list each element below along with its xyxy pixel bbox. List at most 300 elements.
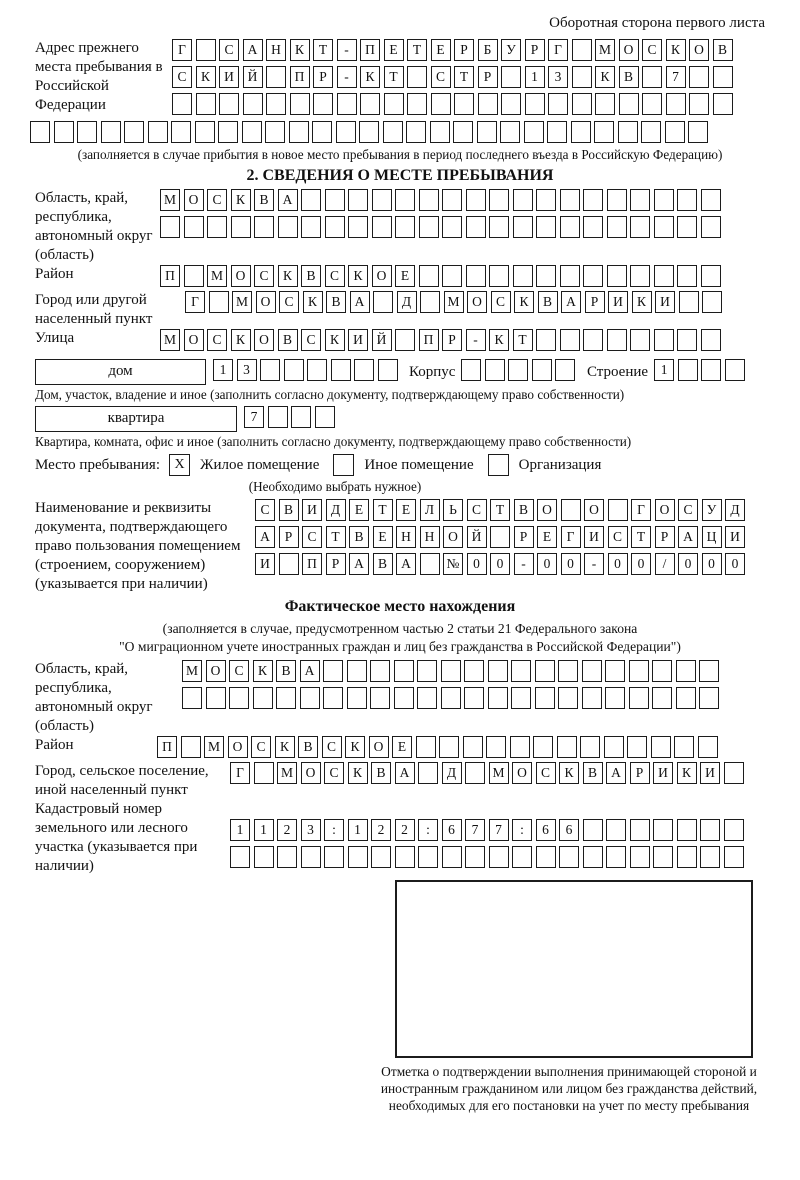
char-cell[interactable]: К	[290, 39, 310, 61]
char-cell[interactable]	[605, 687, 625, 709]
char-cell[interactable]	[583, 846, 603, 868]
char-cell[interactable]: Е	[373, 526, 393, 548]
char-cell[interactable]	[701, 265, 721, 287]
char-cell[interactable]: А	[561, 291, 581, 313]
char-cell[interactable]	[489, 216, 509, 238]
char-cell[interactable]	[465, 846, 485, 868]
char-cell[interactable]: Г	[172, 39, 192, 61]
char-cell[interactable]: 0	[608, 553, 628, 575]
char-cell[interactable]: С	[279, 291, 299, 313]
char-cell[interactable]	[629, 660, 649, 682]
char-cell[interactable]	[417, 660, 437, 682]
char-cell[interactable]: А	[678, 526, 698, 548]
char-cell[interactable]: Й	[372, 329, 392, 351]
char-cell[interactable]: Н	[266, 39, 286, 61]
char-cell[interactable]	[371, 846, 391, 868]
char-cell[interactable]	[501, 93, 521, 115]
char-cell[interactable]: К	[231, 329, 251, 351]
char-cell[interactable]: К	[559, 762, 579, 784]
char-cell[interactable]: О	[228, 736, 248, 758]
char-cell[interactable]	[583, 329, 603, 351]
char-cell[interactable]	[654, 189, 674, 211]
char-cell[interactable]	[619, 93, 639, 115]
char-cell[interactable]	[561, 499, 581, 521]
char-cell[interactable]: Р	[585, 291, 605, 313]
char-cell[interactable]	[464, 660, 484, 682]
char-cell[interactable]: Ь	[443, 499, 463, 521]
char-cell[interactable]: Р	[313, 66, 333, 88]
char-cell[interactable]: О	[443, 526, 463, 548]
char-cell[interactable]: В	[538, 291, 558, 313]
char-cell[interactable]: Н	[396, 526, 416, 548]
char-cell[interactable]	[300, 687, 320, 709]
char-cell[interactable]	[555, 359, 575, 381]
char-cell[interactable]: М	[232, 291, 252, 313]
char-cell[interactable]: 0	[537, 553, 557, 575]
char-cell[interactable]	[580, 736, 600, 758]
char-cell[interactable]	[373, 291, 393, 313]
char-cell[interactable]: М	[182, 660, 202, 682]
char-cell[interactable]	[698, 736, 718, 758]
char-cell[interactable]	[466, 216, 486, 238]
char-cell[interactable]	[606, 846, 626, 868]
char-cell[interactable]: С	[302, 526, 322, 548]
char-cell[interactable]	[420, 291, 440, 313]
char-cell[interactable]	[453, 121, 473, 143]
char-cell[interactable]: В	[326, 291, 346, 313]
char-cell[interactable]: Т	[326, 526, 346, 548]
char-cell[interactable]: К	[632, 291, 652, 313]
char-cell[interactable]: К	[231, 189, 251, 211]
char-cell[interactable]	[360, 93, 380, 115]
char-cell[interactable]: Е	[395, 265, 415, 287]
char-cell[interactable]: 3	[548, 66, 568, 88]
char-cell[interactable]: Д	[725, 499, 745, 521]
char-cell[interactable]	[651, 736, 671, 758]
char-cell[interactable]: 7	[465, 819, 485, 841]
char-cell[interactable]: У	[501, 39, 521, 61]
char-cell[interactable]	[688, 121, 708, 143]
char-cell[interactable]	[383, 121, 403, 143]
char-cell[interactable]	[652, 687, 672, 709]
char-cell[interactable]	[465, 762, 485, 784]
char-cell[interactable]	[513, 216, 533, 238]
char-cell[interactable]	[560, 329, 580, 351]
char-cell[interactable]	[291, 406, 311, 428]
char-cell[interactable]: И	[653, 762, 673, 784]
char-cell[interactable]: Д	[442, 762, 462, 784]
char-cell[interactable]	[524, 121, 544, 143]
char-cell[interactable]	[253, 687, 273, 709]
char-cell[interactable]	[312, 121, 332, 143]
char-cell[interactable]	[184, 265, 204, 287]
char-cell[interactable]: Р	[454, 39, 474, 61]
char-cell[interactable]	[323, 687, 343, 709]
char-cell[interactable]	[558, 660, 578, 682]
char-cell[interactable]	[560, 216, 580, 238]
char-cell[interactable]	[583, 216, 603, 238]
char-cell[interactable]	[676, 660, 696, 682]
char-cell[interactable]	[323, 660, 343, 682]
char-cell[interactable]	[395, 846, 415, 868]
char-cell[interactable]: К	[325, 329, 345, 351]
char-cell[interactable]	[348, 189, 368, 211]
char-cell[interactable]: О	[369, 736, 389, 758]
char-cell[interactable]: Е	[396, 499, 416, 521]
char-cell[interactable]	[582, 660, 602, 682]
char-cell[interactable]: О	[619, 39, 639, 61]
char-cell[interactable]: К	[303, 291, 323, 313]
char-cell[interactable]: С	[431, 66, 451, 88]
char-cell[interactable]	[196, 93, 216, 115]
char-cell[interactable]	[699, 687, 719, 709]
char-cell[interactable]	[532, 359, 552, 381]
char-cell[interactable]: 1	[213, 359, 233, 381]
char-cell[interactable]: О	[537, 499, 557, 521]
char-cell[interactable]	[416, 736, 436, 758]
char-cell[interactable]: С	[642, 39, 662, 61]
char-cell[interactable]	[641, 121, 661, 143]
char-cell[interactable]	[266, 93, 286, 115]
char-cell[interactable]: Е	[431, 39, 451, 61]
char-cell[interactable]	[372, 216, 392, 238]
char-cell[interactable]: В	[713, 39, 733, 61]
char-cell[interactable]	[394, 660, 414, 682]
char-cell[interactable]: О	[231, 265, 251, 287]
char-cell[interactable]	[652, 660, 672, 682]
char-cell[interactable]: 7	[489, 819, 509, 841]
char-cell[interactable]	[268, 406, 288, 428]
char-cell[interactable]: 0	[702, 553, 722, 575]
char-cell[interactable]	[548, 93, 568, 115]
char-cell[interactable]: И	[725, 526, 745, 548]
char-cell[interactable]	[699, 660, 719, 682]
char-cell[interactable]: И	[608, 291, 628, 313]
char-cell[interactable]	[653, 846, 673, 868]
char-cell[interactable]: И	[255, 553, 275, 575]
char-cell[interactable]	[724, 762, 744, 784]
char-cell[interactable]	[618, 121, 638, 143]
char-cell[interactable]	[536, 189, 556, 211]
char-cell[interactable]: /	[655, 553, 675, 575]
char-cell[interactable]: Г	[561, 526, 581, 548]
char-cell[interactable]	[724, 819, 744, 841]
char-cell[interactable]	[677, 329, 697, 351]
char-cell[interactable]	[430, 121, 450, 143]
char-cell[interactable]	[266, 66, 286, 88]
char-cell[interactable]	[665, 121, 685, 143]
char-cell[interactable]: Д	[326, 499, 346, 521]
char-cell[interactable]: С	[219, 39, 239, 61]
char-cell[interactable]	[678, 359, 698, 381]
char-cell[interactable]	[406, 121, 426, 143]
char-cell[interactable]	[677, 216, 697, 238]
char-cell[interactable]	[689, 66, 709, 88]
char-cell[interactable]: А	[396, 553, 416, 575]
char-cell[interactable]	[461, 359, 481, 381]
char-cell[interactable]: С	[678, 499, 698, 521]
char-cell[interactable]	[572, 93, 592, 115]
char-cell[interactable]	[560, 265, 580, 287]
char-cell[interactable]	[466, 265, 486, 287]
char-cell[interactable]	[254, 762, 274, 784]
char-cell[interactable]	[290, 93, 310, 115]
char-cell[interactable]	[307, 359, 327, 381]
char-cell[interactable]: 6	[536, 819, 556, 841]
char-cell[interactable]: С	[467, 499, 487, 521]
char-cell[interactable]: У	[702, 499, 722, 521]
char-cell[interactable]: :	[512, 819, 532, 841]
char-cell[interactable]: С	[301, 329, 321, 351]
char-cell[interactable]: Р	[630, 762, 650, 784]
char-cell[interactable]: К	[489, 329, 509, 351]
char-cell[interactable]	[464, 687, 484, 709]
char-cell[interactable]	[171, 121, 191, 143]
char-cell[interactable]	[571, 121, 591, 143]
char-cell[interactable]: В	[278, 329, 298, 351]
char-cell[interactable]	[508, 359, 528, 381]
char-cell[interactable]	[535, 687, 555, 709]
char-cell[interactable]: Л	[420, 499, 440, 521]
char-cell[interactable]	[466, 189, 486, 211]
char-cell[interactable]	[490, 526, 510, 548]
char-cell[interactable]: 0	[561, 553, 581, 575]
char-cell[interactable]	[629, 687, 649, 709]
char-cell[interactable]	[101, 121, 121, 143]
char-cell[interactable]: Е	[392, 736, 412, 758]
apartment-type-box[interactable]: квартира	[35, 406, 237, 432]
char-cell[interactable]	[218, 121, 238, 143]
char-cell[interactable]	[701, 359, 721, 381]
char-cell[interactable]: Г	[230, 762, 250, 784]
char-cell[interactable]	[277, 846, 297, 868]
char-cell[interactable]	[485, 359, 505, 381]
char-cell[interactable]	[418, 846, 438, 868]
char-cell[interactable]: О	[184, 189, 204, 211]
char-cell[interactable]	[607, 216, 627, 238]
char-cell[interactable]	[536, 846, 556, 868]
char-cell[interactable]	[160, 216, 180, 238]
char-cell[interactable]: 0	[678, 553, 698, 575]
char-cell[interactable]	[572, 39, 592, 61]
char-cell[interactable]	[513, 189, 533, 211]
char-cell[interactable]	[536, 265, 556, 287]
char-cell[interactable]	[372, 189, 392, 211]
char-cell[interactable]	[442, 265, 462, 287]
char-cell[interactable]: 6	[442, 819, 462, 841]
char-cell[interactable]: П	[419, 329, 439, 351]
char-cell[interactable]: С	[536, 762, 556, 784]
char-cell[interactable]	[582, 687, 602, 709]
char-cell[interactable]	[219, 93, 239, 115]
char-cell[interactable]: А	[350, 291, 370, 313]
char-cell[interactable]	[442, 846, 462, 868]
char-cell[interactable]: И	[219, 66, 239, 88]
char-cell[interactable]	[419, 216, 439, 238]
char-cell[interactable]: В	[279, 499, 299, 521]
char-cell[interactable]: И	[348, 329, 368, 351]
char-cell[interactable]	[713, 66, 733, 88]
char-cell[interactable]	[184, 216, 204, 238]
char-cell[interactable]	[370, 687, 390, 709]
char-cell[interactable]	[489, 265, 509, 287]
char-cell[interactable]: Р	[279, 526, 299, 548]
char-cell[interactable]	[394, 687, 414, 709]
char-cell[interactable]	[242, 121, 262, 143]
char-cell[interactable]: В	[298, 736, 318, 758]
char-cell[interactable]: Т	[313, 39, 333, 61]
char-cell[interactable]	[572, 66, 592, 88]
char-cell[interactable]	[276, 687, 296, 709]
char-cell[interactable]: С	[608, 526, 628, 548]
char-cell[interactable]	[583, 819, 603, 841]
char-cell[interactable]: К	[595, 66, 615, 88]
char-cell[interactable]: 3	[237, 359, 257, 381]
char-cell[interactable]	[30, 121, 50, 143]
char-cell[interactable]	[148, 121, 168, 143]
char-cell[interactable]	[547, 121, 567, 143]
char-cell[interactable]: О	[584, 499, 604, 521]
char-cell[interactable]	[512, 846, 532, 868]
char-cell[interactable]: 1	[348, 819, 368, 841]
char-cell[interactable]	[325, 216, 345, 238]
char-cell[interactable]: Р	[478, 66, 498, 88]
char-cell[interactable]	[700, 846, 720, 868]
char-cell[interactable]	[477, 121, 497, 143]
char-cell[interactable]	[677, 846, 697, 868]
char-cell[interactable]	[301, 216, 321, 238]
char-cell[interactable]	[535, 660, 555, 682]
char-cell[interactable]	[395, 189, 415, 211]
char-cell[interactable]	[559, 846, 579, 868]
char-cell[interactable]	[630, 189, 650, 211]
char-cell[interactable]: Й	[467, 526, 487, 548]
char-cell[interactable]	[689, 93, 709, 115]
char-cell[interactable]	[124, 121, 144, 143]
char-cell[interactable]: К	[677, 762, 697, 784]
char-cell[interactable]	[454, 93, 474, 115]
char-cell[interactable]	[583, 189, 603, 211]
char-cell[interactable]	[488, 660, 508, 682]
char-cell[interactable]: С	[491, 291, 511, 313]
char-cell[interactable]: О	[655, 499, 675, 521]
char-cell[interactable]	[337, 93, 357, 115]
char-cell[interactable]: К	[348, 265, 368, 287]
char-cell[interactable]	[478, 93, 498, 115]
char-cell[interactable]: С	[324, 762, 344, 784]
char-cell[interactable]	[606, 819, 626, 841]
char-cell[interactable]	[642, 66, 662, 88]
char-cell[interactable]: 0	[631, 553, 651, 575]
char-cell[interactable]: Т	[454, 66, 474, 88]
char-cell[interactable]	[702, 291, 722, 313]
char-cell[interactable]: Й	[243, 66, 263, 88]
char-cell[interactable]	[489, 846, 509, 868]
char-cell[interactable]	[557, 736, 577, 758]
char-cell[interactable]: М	[160, 189, 180, 211]
char-cell[interactable]: К	[348, 762, 368, 784]
char-cell[interactable]: К	[666, 39, 686, 61]
char-cell[interactable]	[488, 687, 508, 709]
char-cell[interactable]	[315, 406, 335, 428]
char-cell[interactable]: К	[278, 265, 298, 287]
char-cell[interactable]: М	[595, 39, 615, 61]
char-cell[interactable]: О	[184, 329, 204, 351]
char-cell[interactable]: Т	[631, 526, 651, 548]
char-cell[interactable]	[331, 359, 351, 381]
char-cell[interactable]: О	[206, 660, 226, 682]
char-cell[interactable]	[206, 687, 226, 709]
char-cell[interactable]	[630, 216, 650, 238]
char-cell[interactable]: М	[444, 291, 464, 313]
char-cell[interactable]: Б	[478, 39, 498, 61]
char-cell[interactable]	[181, 736, 201, 758]
char-cell[interactable]	[511, 660, 531, 682]
char-cell[interactable]	[439, 736, 459, 758]
char-cell[interactable]	[525, 93, 545, 115]
char-cell[interactable]	[325, 189, 345, 211]
char-cell[interactable]: Р	[655, 526, 675, 548]
char-cell[interactable]: -	[466, 329, 486, 351]
char-cell[interactable]	[442, 216, 462, 238]
char-cell[interactable]	[407, 93, 427, 115]
char-cell[interactable]: :	[324, 819, 344, 841]
char-cell[interactable]	[654, 329, 674, 351]
char-cell[interactable]	[677, 189, 697, 211]
checkbox-inoe[interactable]	[333, 454, 354, 476]
char-cell[interactable]: С	[325, 265, 345, 287]
char-cell[interactable]	[713, 93, 733, 115]
char-cell[interactable]	[489, 189, 509, 211]
char-cell[interactable]	[654, 265, 674, 287]
char-cell[interactable]	[701, 216, 721, 238]
char-cell[interactable]	[395, 329, 415, 351]
char-cell[interactable]: К	[514, 291, 534, 313]
char-cell[interactable]: А	[349, 553, 369, 575]
char-cell[interactable]	[254, 216, 274, 238]
char-cell[interactable]	[359, 121, 379, 143]
char-cell[interactable]: 0	[490, 553, 510, 575]
char-cell[interactable]: А	[243, 39, 263, 61]
char-cell[interactable]	[594, 121, 614, 143]
char-cell[interactable]: О	[467, 291, 487, 313]
char-cell[interactable]	[676, 687, 696, 709]
char-cell[interactable]	[313, 93, 333, 115]
char-cell[interactable]: О	[512, 762, 532, 784]
char-cell[interactable]	[370, 660, 390, 682]
char-cell[interactable]: К	[253, 660, 273, 682]
char-cell[interactable]	[630, 846, 650, 868]
char-cell[interactable]	[700, 819, 720, 841]
char-cell[interactable]	[243, 93, 263, 115]
char-cell[interactable]: М	[277, 762, 297, 784]
char-cell[interactable]	[558, 687, 578, 709]
char-cell[interactable]	[207, 216, 227, 238]
char-cell[interactable]	[630, 329, 650, 351]
char-cell[interactable]: С	[207, 189, 227, 211]
char-cell[interactable]: И	[655, 291, 675, 313]
char-cell[interactable]	[630, 819, 650, 841]
char-cell[interactable]: И	[302, 499, 322, 521]
char-cell[interactable]	[536, 216, 556, 238]
char-cell[interactable]: 1	[525, 66, 545, 88]
char-cell[interactable]	[510, 736, 530, 758]
char-cell[interactable]	[608, 499, 628, 521]
char-cell[interactable]	[54, 121, 74, 143]
char-cell[interactable]	[441, 687, 461, 709]
char-cell[interactable]	[653, 819, 673, 841]
char-cell[interactable]: В	[276, 660, 296, 682]
